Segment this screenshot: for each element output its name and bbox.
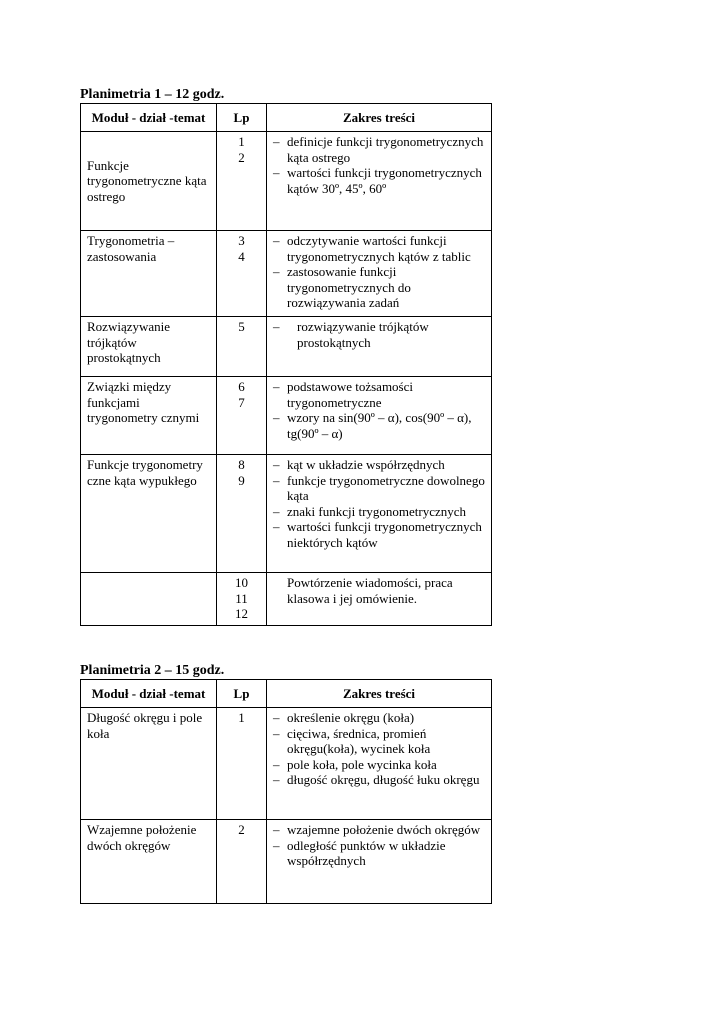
lp-cell (217, 377, 267, 455)
item-text: definicje funkcji trygonometrycznych kąta ostrego (287, 134, 484, 165)
header-scope: Zakres treści (267, 680, 492, 708)
list-item (273, 519, 486, 550)
lp-cell (217, 231, 267, 317)
dash-bullet: – (273, 503, 280, 519)
module-cell (81, 132, 217, 231)
module-cell (81, 231, 217, 317)
dash-bullet: – (273, 165, 280, 181)
lp-number: 1 (238, 710, 245, 725)
list-item (273, 379, 486, 410)
dash-bullet: – (273, 519, 280, 535)
scope-cell (267, 820, 492, 904)
dash-bullet: – (273, 756, 280, 772)
lp-cell (217, 455, 267, 573)
dash-bullet: – (273, 837, 280, 853)
scope-cell (267, 231, 492, 317)
module-cell (81, 317, 217, 377)
list-item (273, 726, 486, 757)
module-text: Funkcje trygonometryczne kąta ostrego (87, 157, 207, 204)
module-cell (81, 573, 217, 626)
lp-number: 6 (238, 379, 245, 394)
list-item (273, 165, 486, 196)
table-row (81, 455, 492, 573)
lp-number: 10 (235, 575, 248, 590)
item-text: funkcje trygonometryczne dowolnego kąta (287, 472, 485, 504)
table-row (81, 573, 492, 626)
item-text: wartości funkcji trygonometrycznych niektórych kątów (287, 519, 482, 550)
item-text: kąt w układzie współrzędnych (287, 457, 445, 472)
module-text: Trygonometria – zastosowania (87, 233, 175, 264)
section-title: Planimetria 1 – 12 godz. (80, 87, 225, 102)
list-item (273, 757, 486, 773)
lp-number: 2 (238, 822, 245, 837)
lp-number: 9 (238, 472, 245, 488)
section-planimetria-2 (80, 663, 492, 904)
list-item (273, 504, 486, 520)
item-text: wzajemne położenie dwóch okręgów (287, 822, 481, 837)
dash-bullet: – (273, 410, 280, 426)
dash-bullet: – (273, 134, 280, 149)
lp-number: 2 (238, 149, 245, 165)
section-planimetria-1 (80, 87, 492, 626)
scope-cell (267, 377, 492, 455)
item-text: wartości funkcji trygonometrycznych kątów 30º, 45º, 60º (287, 165, 482, 196)
lp-number: 11 (235, 590, 248, 606)
module-text: Wzajemne położenie dwóch okręgów (87, 822, 197, 853)
list-item (273, 838, 486, 869)
table-row (81, 820, 492, 904)
dash-bullet: – (273, 264, 280, 280)
lp-number: 3 (238, 233, 245, 248)
item-text: podstawowe tożsamości trygonometryczne (287, 379, 414, 410)
lp-number: 12 (235, 606, 248, 622)
scope-cell (267, 455, 492, 573)
table-row (81, 132, 492, 231)
dash-bullet: – (273, 772, 280, 788)
module-cell (81, 708, 217, 820)
module-text: Długość okręgu i pole koła (87, 710, 203, 741)
list-item (273, 410, 486, 441)
item-text: długość okręgu, długość łuku okręgu (287, 772, 480, 788)
table-header-row (81, 680, 492, 708)
lp-cell (217, 317, 267, 377)
dash-bullet: – (273, 379, 280, 394)
item-text: odczytywanie wartości funkcji trygonometrycznych kątów z tablic (287, 233, 471, 264)
module-cell (81, 820, 217, 904)
item-text: określenie okręgu (koła) (287, 710, 415, 725)
curriculum-table (80, 103, 492, 626)
item-text: rozwiązywanie trójkątów prostokątnych (297, 319, 429, 350)
list-item (273, 822, 486, 838)
dash-bullet: – (273, 472, 280, 488)
dash-bullet: – (273, 710, 280, 725)
lp-cell (217, 820, 267, 904)
dash-bullet: – (273, 457, 280, 472)
list-item (273, 319, 486, 350)
dash-bullet: – (273, 233, 280, 248)
list-item (273, 473, 486, 504)
list-item (273, 264, 486, 311)
scope-cell (267, 708, 492, 820)
item-text: wzory na sin(90º – α), cos(90º – α), tg(90º – α) (287, 410, 472, 441)
item-text: odległość punktów w układzie współrzędnych (287, 837, 446, 869)
lp-cell (217, 132, 267, 231)
scope-cell (267, 573, 492, 626)
lp-number: 5 (238, 319, 245, 334)
module-cell (81, 377, 217, 455)
dash-bullet: – (273, 319, 280, 334)
curriculum-table (80, 679, 492, 904)
table-header-row (81, 104, 492, 132)
header-scope: Zakres treści (267, 104, 492, 132)
lp-number: 8 (238, 457, 245, 472)
list-item (273, 233, 486, 264)
table-row (81, 317, 492, 377)
list-item (273, 134, 486, 165)
list-item (273, 457, 486, 473)
dash-bullet: – (273, 822, 280, 837)
item-text: pole koła, pole wycinka koła (287, 756, 437, 772)
list-item (273, 710, 486, 726)
lp-cell (217, 573, 267, 626)
item-text: znaki funkcji trygonometrycznych (287, 503, 467, 519)
item-text: cięciwa, średnica, promień okręgu(koła), wycinek koła (287, 725, 431, 757)
table-row (81, 231, 492, 317)
module-text: Związki między funkcjami trygonometry cznymi (87, 379, 200, 426)
lp-number: 7 (238, 394, 245, 410)
table-row (81, 377, 492, 455)
header-module: Moduł - dział -temat (81, 104, 217, 132)
module-text: Rozwiązywanie trójkątów prostokątnych (87, 319, 171, 366)
lp-cell (217, 708, 267, 820)
lp-number: 1 (238, 134, 245, 149)
header-module: Moduł - dział -temat (81, 680, 217, 708)
scope-cell (267, 132, 492, 231)
dash-bullet: – (273, 725, 280, 741)
table-row (81, 708, 492, 820)
module-cell (81, 455, 217, 573)
section-title: Planimetria 2 – 15 godz. (80, 663, 225, 678)
summary-text: Powtórzenie wiadomości, praca klasowa i jej omówienie. (287, 575, 453, 606)
list-item (273, 772, 486, 788)
lp-number: 4 (238, 248, 245, 264)
module-text: Funkcje trygonometry czne kąta wypukłego (87, 457, 203, 488)
header-lp: Lp (217, 680, 267, 708)
header-lp: Lp (217, 104, 267, 132)
item-text: zastosowanie funkcji trygonometrycznych do rozwiązywania zadań (287, 264, 411, 311)
scope-cell (267, 317, 492, 377)
